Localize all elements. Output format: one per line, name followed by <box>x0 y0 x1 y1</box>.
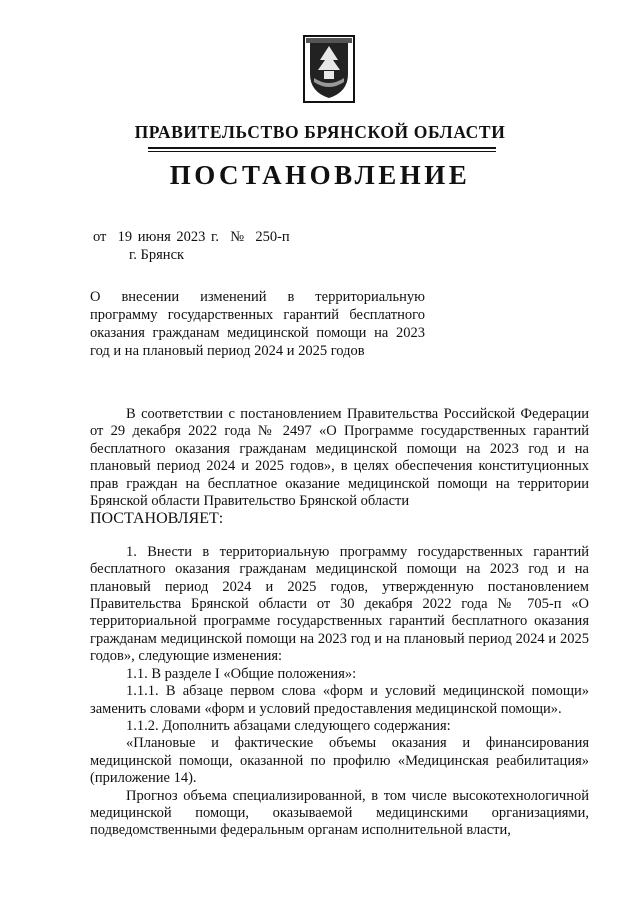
preamble-paragraph: В соответствии с постановлением Правительства Российской Федерации от 29 декабря 2022 года № 2497 «О Программе государственных гарантий бесплатного оказания гражданам медицинской помощи на 2023 год и на плановый период 2024 и 2025 годов», в целях обеспечения конституционных прав граждан на бесплатное оказание медицинской помощи на территории Брянской области Правительство Брянской области <box>90 406 589 510</box>
quote-paragraph-2: Прогноз объема специализированной, в том числе высокотехнологичной медицинской помощи, оказываемой медицинскими организациями, подведомственными федеральным органам исполнительной власти, <box>90 787 589 839</box>
item-1-1-1: 1.1.1. В абзаце первом слова «форм и условий медицинской помощи» заменить словами «форм и условий предоставления медицинской помощи». <box>90 683 589 717</box>
document-body <box>90 406 589 840</box>
header-divider <box>148 147 496 149</box>
quote-paragraph-1: «Плановые и фактические объемы оказания и финансирования медицинской помощи, оказанной по профилю «Медицинская реабилитация» (приложение 14). <box>90 735 589 787</box>
date-number-line: от 19 июня 2023 г. № 250-п <box>93 229 290 245</box>
item-1-1-2: 1.1.2. Дополнить абзацами следующего содержания: <box>126 717 451 734</box>
document-type: ПОСТАНОВЛЕНИЕ <box>169 160 471 190</box>
document-subject: О внесении изменений в территориальную программу государственных гарантий бесплатного оказания гражданам медицинской помощи на 2023 год и на плановый период 2024 и 2025 годов <box>90 289 425 359</box>
item-1-1: 1.1. В разделе I «Общие положения»: <box>126 665 357 682</box>
coat-of-arms-icon <box>302 34 356 104</box>
city: г. Брянск <box>129 247 185 263</box>
item-1: 1. Внести в территориальную программу государственных гарантий бесплатного оказания гражданам медицинской помощи на 2023 год и на плановый период 2024 и 2025 годов, утвержденную постановлением Правительства Брянской области от 30 декабря 2022 года № 705-п «О территориальной программе государственных гарантий бесплатного оказания гражданам медицинской помощи на 2023 год и на плановый период 2024 и 2025 годов», следующие изменения: <box>90 543 589 665</box>
header-divider-thin <box>148 151 496 152</box>
organization-name: ПРАВИТЕЛЬСТВО БРЯНСКОЙ ОБЛАСТИ <box>134 122 506 142</box>
decree-word: ПОСТАНОВЛЯЕТ: <box>90 510 224 528</box>
